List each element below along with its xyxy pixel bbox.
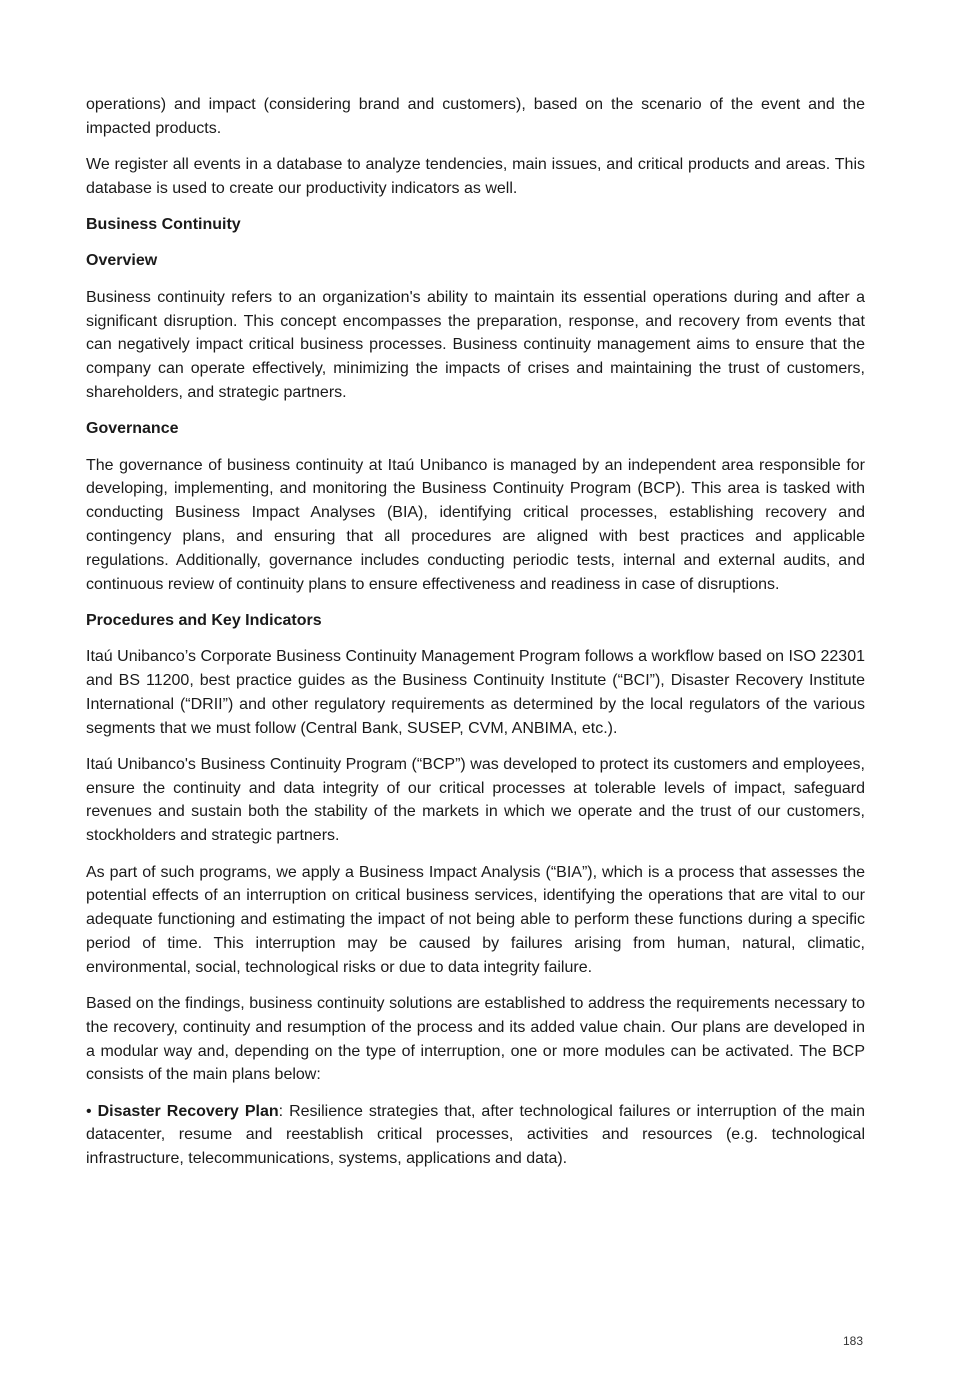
bullet-marker: • — [86, 1102, 92, 1120]
bullet-term: Disaster Recovery Plan — [97, 1102, 279, 1120]
paragraph-procedures-2: Itaú Unibanco's Business Continuity Program (“BCP”) was developed to protect its customers and employees, ensure the continuity and data integrity of our critical processes at tolerable levels of impact, safeguard revenues and sustain both the stability of the markets in which we operate and the trust of our customers, stockholders and strategic partners. — [86, 755, 865, 845]
paragraph-governance: The governance of business continuity at Itaú Unibanco is managed by an independent area responsible for developing, implementing, and monitoring the Business Continuity Program (BCP). This area is tasked with conducting Business Impact Analyses (BIA), identifying critical processes, establishing recovery and contingency plans, and ensuring that all procedures are aligned with best practices and applicable regulations. Additionally, governance includes conducting periodic tests, internal and external audits, and continuous review of continuity plans to ensure effectiveness and readiness in case of disruptions. — [86, 456, 865, 593]
bullet-description: : Resilience strategies that, after technological failures or interruption of the main datacenter, resume and reestablish critical processes, activities and resources (e.g. technological infrastructure, telecommunications, systems, applications and data). — [86, 1102, 865, 1168]
heading-business-continuity: Business Continuity — [86, 216, 241, 234]
heading-governance: Governance — [86, 420, 179, 438]
heading-overview: Overview — [86, 252, 158, 270]
page-number: 183 — [842, 1334, 863, 1348]
paragraph-procedures-4: Based on the findings, business continuity solutions are established to address the requirements necessary to the recovery, continuity and resumption of the process and its added value chain. Our plans are developed in a modular way and, depending on the type of interruption, one or more modules can be activated. The BCP consists of the main plans below: — [86, 995, 865, 1084]
paragraph-intro-1: operations) and impact (considering brand and customers), based on the scenario of the event and the impacted products. — [86, 96, 865, 137]
paragraph-overview: Business continuity refers to an organization's ability to maintain its essential operations during and after a significant disruption. This concept encompasses the preparation, response, and recovery from events that can negatively impact critical business processes. Business continuity management aims to ensure that the company can operate effectively, minimizing the impacts of crises and maintaining the trust of customers, shareholders, and strategic partners. — [86, 288, 865, 401]
heading-procedures: Procedures and Key Indicators — [86, 611, 322, 629]
paragraph-procedures-1: Itaú Unibanco’s Corporate Business Continuity Management Program follows a workflow based on ISO 22301 and BS 11200, best practice guides as the Business Continuity Institute (“BCI”), Disaster Recovery Institute International (“DRII”) and other regulatory requirements as determined by the local regulators of the various segments that we must follow (Central Bank, SUSEP, CVM, ANBIMA, etc.). — [86, 648, 865, 737]
paragraph-intro-2: We register all events in a database to analyze tendencies, main issues, and critical products and areas. This database is used to create our productivity indicators as well. — [86, 156, 865, 197]
document-body — [86, 93, 865, 1184]
bullet-disaster-recovery — [86, 1100, 865, 1171]
paragraph-procedures-3: As part of such programs, we apply a Business Impact Analysis (“BIA”), which is a process that assesses the potential effects of an interruption on critical business services, identifying the operations that are vital to our adequate functioning and estimating the impact of not being able to perform these functions during a specific period of time. This interruption may be caused by failures arising from human, natural, climatic, environmental, social, technological risks or due to data integrity failure. — [86, 863, 865, 976]
